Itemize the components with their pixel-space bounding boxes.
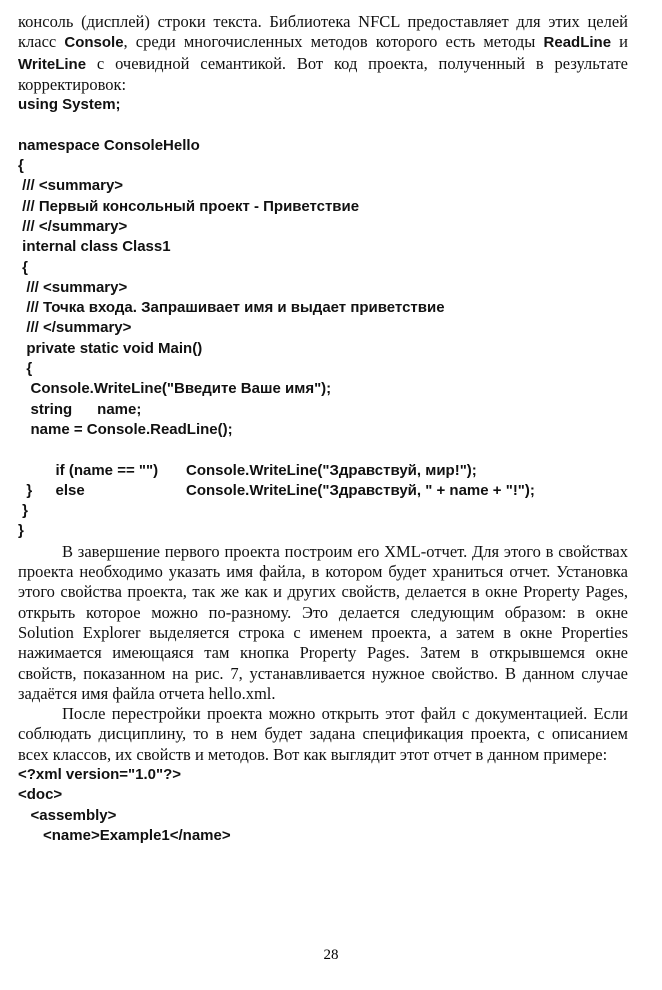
code-if-condition: if (name == "") <box>43 461 159 479</box>
code-line: /// Первый консольный проект - Приветствие <box>18 197 360 215</box>
code-line-if <box>18 440 628 479</box>
code-line: /// <summary> <box>18 177 124 195</box>
documentation-paragraph: После перестройки проекта можно открыть этот файл с документацией. Если соблюдать дисциплину, то в нем будет задана спецификация проекта, с описанием всех классов, их свойств и методов. Вот как выглядит этот отчет в данном примере: <box>18 704 628 764</box>
code-line: { <box>18 258 29 276</box>
code-line: namespace ConsoleHello <box>18 136 200 154</box>
code-else-keyword: else <box>43 481 85 499</box>
page-number: 28 <box>323 947 339 963</box>
code-line: } <box>18 481 33 499</box>
code-line: <name>Example1</name> <box>18 826 231 844</box>
code-line: name = Console.ReadLine(); <box>18 420 233 438</box>
intro-paragraph <box>18 0 628 95</box>
code-line: /// </summary> <box>18 217 128 235</box>
intro-text-2: , среди многочисленных методов которого есть методы <box>123 32 544 52</box>
code-line: string name; <box>18 400 142 418</box>
code-line: } <box>18 502 29 520</box>
code-line-else <box>18 461 628 499</box>
code-line <box>18 115 628 135</box>
csharp-code-listing <box>18 95 628 542</box>
code-line: private static void Main() <box>18 339 203 357</box>
code-line: { <box>18 360 33 378</box>
code-line: Console.WriteLine("Введите Ваше имя"); <box>18 380 332 398</box>
code-line: { <box>18 157 24 175</box>
code-line: /// </summary> <box>18 319 132 337</box>
code-line: /// <summary> <box>18 278 128 296</box>
document-page <box>18 0 628 846</box>
code-line: internal class Class1 <box>18 238 171 256</box>
code-line: /// Точка входа. Запрашивает имя и выдает приветствие <box>18 299 445 317</box>
code-line: <assembly> <box>18 806 117 824</box>
code-line: } <box>18 522 24 540</box>
code-if-statement: Console.WriteLine("Здравствуй, мир!"); <box>186 461 477 479</box>
keyword-writeline: WriteLine <box>18 55 87 73</box>
code-line: <doc> <box>18 786 63 804</box>
xml-code-listing <box>18 765 628 846</box>
xml-report-paragraph: В завершение первого проекта построим его XML-отчет. Для этого в свойствах проекта необходимо указать имя файла, в котором будет храниться отчет. Установка этого свойства проекта, так же как и других свойств, делается в окне Property Pages, открыть которое можно по-разному. Это делается следующим образом: в окне Solution Explorer выделяется строка с именем проекта, а затем в окне Properties нажимается имеющаяся там кнопка Property Pages. Затем в открывшемся окне свойств, показанном на рис. 7, устанавливается нужное свойство. В данном случае задаётся имя файла отчета hello.xml. <box>18 541 628 703</box>
keyword-console: Console <box>64 34 124 52</box>
intro-text-3: и <box>611 32 628 52</box>
code-line: <?xml version="1.0"?> <box>18 765 182 783</box>
code-else-statement: Console.WriteLine("Здравствуй, " + name + "!"); <box>186 481 535 499</box>
intro-text-1: консоль (дисплей) строки текста. Библиотека NFCL предоставляет для этих целей класс <box>18 12 628 52</box>
intro-text-4: с очевидной семантикой. Вот код проекта, полученный в результате корректировок: <box>18 53 628 94</box>
keyword-readline: ReadLine <box>543 34 612 52</box>
code-line: using System; <box>18 96 121 114</box>
